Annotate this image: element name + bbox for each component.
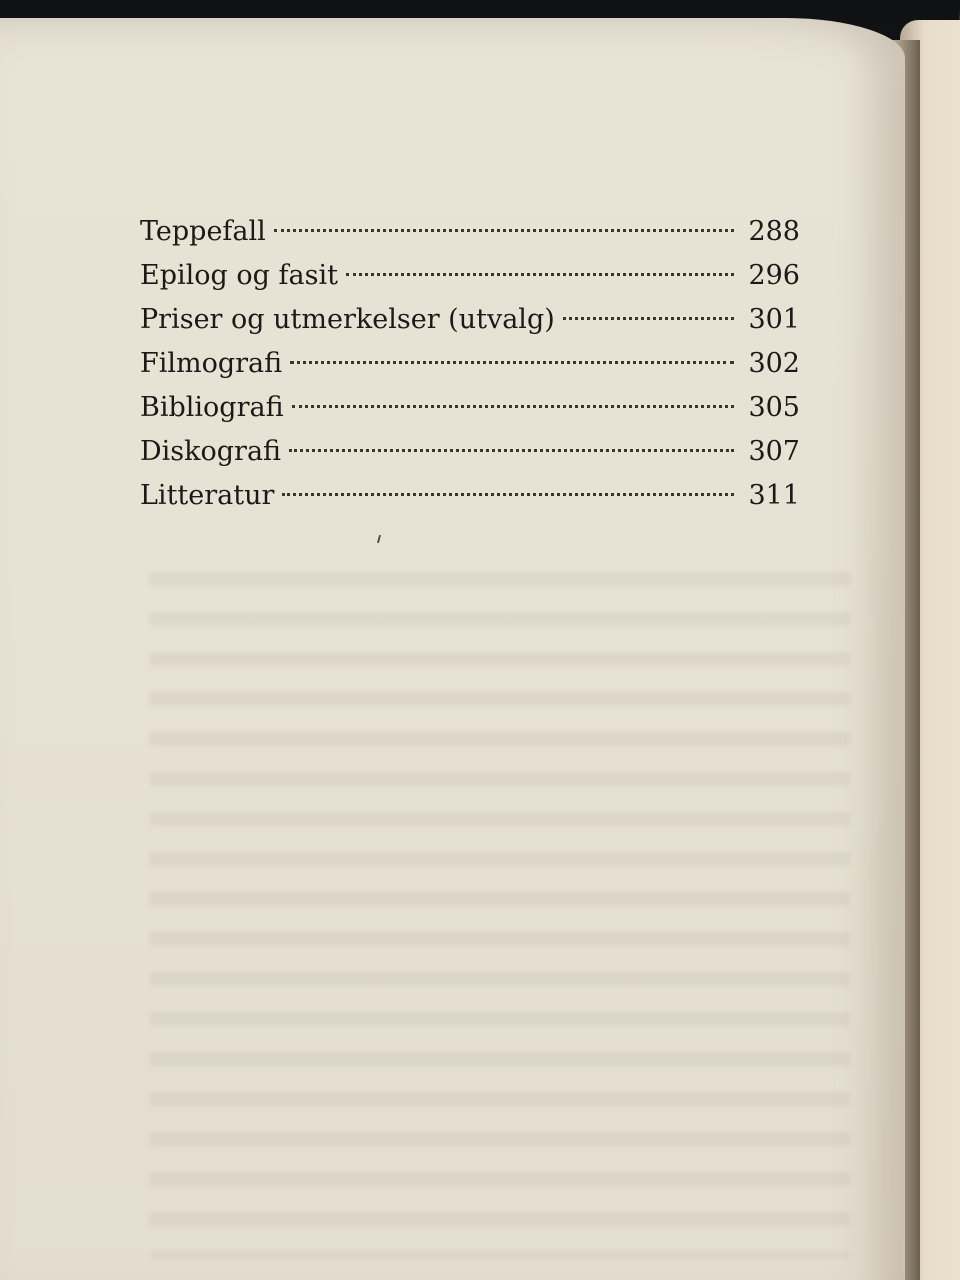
left-page — [0, 18, 905, 1280]
toc-entry-page: 305 — [748, 392, 800, 423]
toc-entry-title: Teppefall — [140, 216, 266, 247]
toc-leader-dots — [289, 449, 734, 452]
toc-entry-title: Epilog og fasit — [140, 260, 338, 291]
toc-entry-title: Diskografi — [140, 436, 282, 467]
toc-entry-page: 302 — [748, 348, 800, 379]
toc-entry — [140, 342, 800, 386]
toc-leader-dots — [563, 317, 735, 320]
toc-entry — [140, 386, 800, 430]
bleed-through-text — [150, 558, 850, 1258]
toc-leader-dots — [274, 229, 735, 232]
toc-entry-page: 307 — [748, 436, 800, 467]
toc-entry-page: 296 — [748, 260, 800, 291]
toc-entry-title: Priser og utmerkelser (utvalg) — [140, 304, 555, 335]
table-of-contents — [140, 210, 800, 518]
toc-entry-page: 288 — [748, 216, 800, 247]
toc-entry-title: Filmografi — [140, 348, 283, 379]
toc-entry — [140, 298, 800, 342]
toc-entry — [140, 474, 800, 518]
toc-entry — [140, 254, 800, 298]
toc-entry-page: 301 — [748, 304, 800, 335]
toc-entry-title: Litteratur — [140, 480, 275, 511]
toc-leader-dots — [292, 405, 735, 408]
toc-leader-dots — [282, 493, 734, 496]
toc-entry-title: Bibliografi — [140, 392, 284, 423]
toc-leader-dots — [346, 273, 735, 276]
toc-entry — [140, 430, 800, 474]
toc-entry — [140, 210, 800, 254]
toc-entry-page: 311 — [748, 480, 800, 511]
toc-leader-dots — [290, 361, 734, 364]
